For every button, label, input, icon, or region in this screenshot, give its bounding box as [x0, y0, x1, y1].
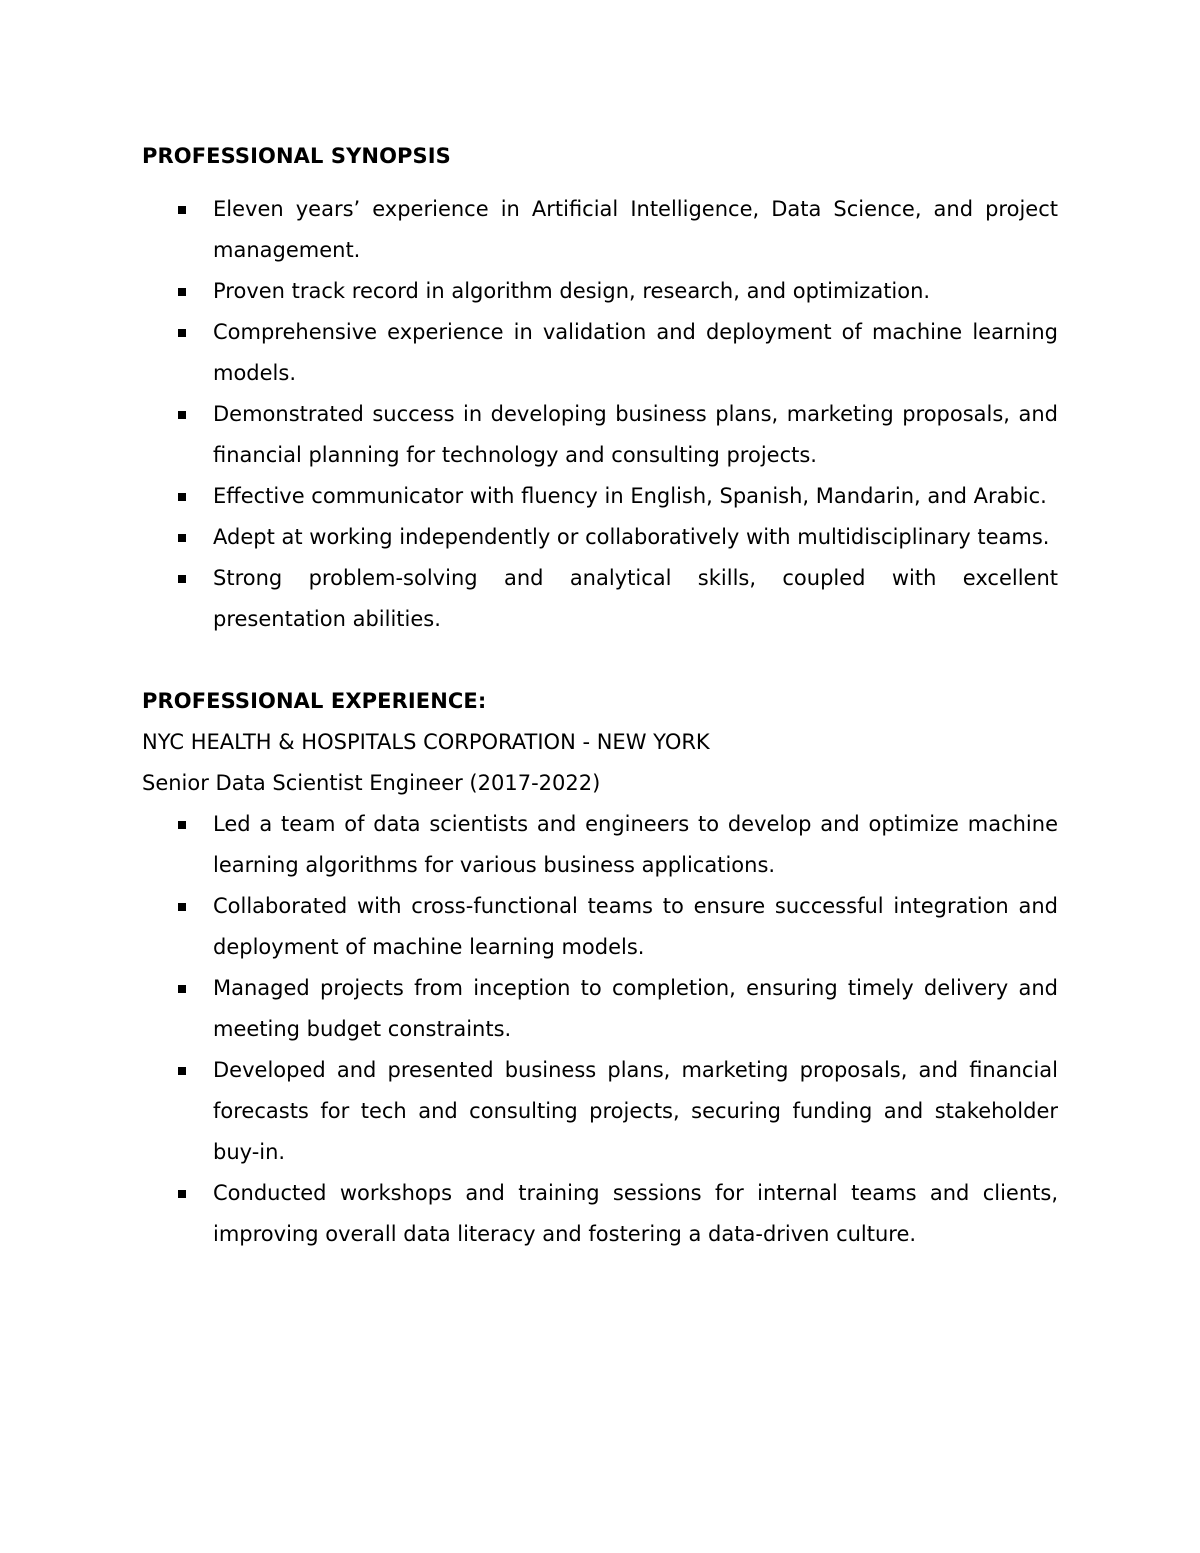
- list-item-text: Conducted workshops and training sessions for internal teams and clients, improving overall data literacy and fostering a data-driven culture.: [213, 1181, 1058, 1246]
- square-bullet-icon: [178, 903, 186, 911]
- synopsis-list: [142, 189, 1058, 640]
- list-item-text: Developed and presented business plans, marketing proposals, and financial forecasts for tech and consulting projects, securing funding and stakeholder buy-in.: [213, 1058, 1058, 1164]
- square-bullet-icon: [178, 575, 186, 583]
- synopsis-heading: PROFESSIONAL SYNOPSIS: [142, 144, 451, 168]
- list-item-text: Led a team of data scientists and engineers to develop and optimize machine learning algorithms for various business applications.: [213, 812, 1058, 877]
- list-item: [142, 558, 1058, 640]
- square-bullet-icon: [178, 1190, 186, 1198]
- square-bullet-icon: [178, 329, 186, 337]
- square-bullet-icon: [178, 1067, 186, 1075]
- job-title: Senior Data Scientist Engineer (2017-2022): [142, 771, 601, 795]
- list-item: [142, 517, 1058, 558]
- square-bullet-icon: [178, 206, 186, 214]
- list-item: [142, 476, 1058, 517]
- list-item: [142, 968, 1058, 1050]
- experience-heading: PROFESSIONAL EXPERIENCE:: [142, 689, 487, 713]
- square-bullet-icon: [178, 493, 186, 501]
- list-item-text: Demonstrated success in developing business plans, marketing proposals, and financial planning for technology and consulting projects.: [213, 402, 1058, 467]
- square-bullet-icon: [178, 534, 186, 542]
- list-item-text: Managed projects from inception to completion, ensuring timely delivery and meeting budget constraints.: [213, 976, 1058, 1041]
- resume-content: [142, 136, 1058, 1255]
- square-bullet-icon: [178, 411, 186, 419]
- experience-list: [142, 804, 1058, 1255]
- list-item-text: Proven track record in algorithm design, research, and optimization.: [213, 279, 931, 303]
- list-item: [142, 189, 1058, 271]
- square-bullet-icon: [178, 985, 186, 993]
- list-item: [142, 312, 1058, 394]
- square-bullet-icon: [178, 821, 186, 829]
- list-item-text: Strong problem-solving and analytical skills, coupled with excellent presentation abilities.: [213, 566, 1058, 631]
- list-item: [142, 886, 1058, 968]
- list-item-text: Comprehensive experience in validation and deployment of machine learning models.: [213, 320, 1058, 385]
- list-item-text: Eleven years’ experience in Artificial Intelligence, Data Science, and project management.: [213, 197, 1058, 262]
- square-bullet-icon: [178, 288, 186, 296]
- employer-name: NYC HEALTH & HOSPITALS CORPORATION - NEW YORK: [142, 730, 710, 754]
- list-item: [142, 394, 1058, 476]
- list-item: [142, 271, 1058, 312]
- list-item: [142, 804, 1058, 886]
- list-item: [142, 1050, 1058, 1173]
- list-item-text: Effective communicator with fluency in English, Spanish, Mandarin, and Arabic.: [213, 484, 1047, 508]
- list-item-text: Collaborated with cross-functional teams to ensure successful integration and deployment of machine learning models.: [213, 894, 1058, 959]
- list-item-text: Adept at working independently or collaboratively with multidisciplinary teams.: [213, 525, 1050, 549]
- list-item: [142, 1173, 1058, 1255]
